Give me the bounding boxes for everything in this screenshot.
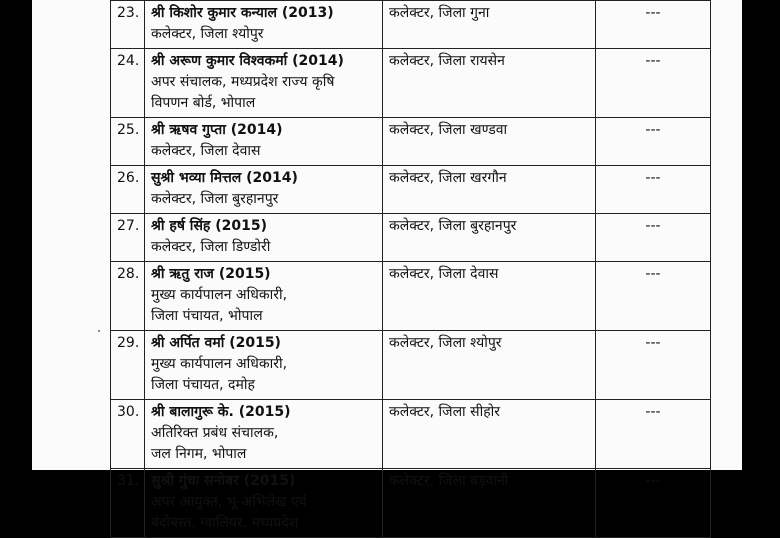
table-row — [111, 331, 711, 400]
remark: --- — [596, 262, 711, 331]
current-posting-line: जल निगम, भोपाल — [151, 446, 247, 462]
officer-name: श्री किशोर कुमार कन्याल (2013) — [151, 5, 334, 21]
table-row — [111, 400, 711, 469]
new-posting: कलेक्टर, जिला गुना — [383, 1, 596, 49]
remark: --- — [596, 400, 711, 469]
current-posting-line: कलेक्टर, जिला देवास — [151, 143, 261, 159]
current-posting-line: अपर संचालक, मध्यप्रदेश राज्य कृषि — [151, 74, 335, 90]
officer-name: सुश्री गुंचा सनोबर (2015) — [151, 473, 296, 489]
scan-speck — [98, 330, 100, 332]
new-posting: कलेक्टर, जिला सीहोर — [383, 400, 596, 469]
current-posting-line: विपणन बोर्ड, भोपाल — [151, 95, 256, 111]
officer-cell — [145, 469, 383, 538]
remark: --- — [596, 469, 711, 538]
new-posting: कलेक्टर, जिला बड़वानी — [383, 469, 596, 538]
serial-number: 30. — [111, 400, 145, 469]
officer-name: श्री हर्ष सिंह (2015) — [151, 218, 267, 234]
current-posting-line: जिला पंचायत, भोपाल — [151, 308, 263, 324]
current-posting-line: बंदोबस्त, ग्वालियर, मध्यप्रदेश — [151, 515, 299, 531]
serial-number: 31. — [111, 469, 145, 538]
new-posting: कलेक्टर, जिला खरगौन — [383, 166, 596, 214]
officer-cell — [145, 49, 383, 118]
serial-number: 25. — [111, 118, 145, 166]
serial-number: 23. — [111, 1, 145, 49]
remark: --- — [596, 118, 711, 166]
current-posting-line: कलेक्टर, जिला श्योपुर — [151, 26, 264, 42]
serial-number: 29. — [111, 331, 145, 400]
table-row — [111, 118, 711, 166]
new-posting: कलेक्टर, जिला खण्डवा — [383, 118, 596, 166]
remark: --- — [596, 214, 711, 262]
officer-cell — [145, 1, 383, 49]
remark: --- — [596, 331, 711, 400]
remark: --- — [596, 166, 711, 214]
officer-cell — [145, 214, 383, 262]
new-posting: कलेक्टर, जिला बुरहानपुर — [383, 214, 596, 262]
table-body — [111, 1, 711, 538]
table-row — [111, 1, 711, 49]
officer-cell — [145, 331, 383, 400]
table-row — [111, 469, 711, 538]
officer-cell — [145, 262, 383, 331]
remark: --- — [596, 49, 711, 118]
current-posting-line: जिला पंचायत, दमोह — [151, 377, 255, 393]
current-posting-line: मुख्य कार्यपालन अधिकारी, — [151, 356, 288, 372]
remark: --- — [596, 1, 711, 49]
officer-name: श्री अरूण कुमार विश्वकर्मा (2014) — [151, 53, 344, 69]
officer-cell — [145, 118, 383, 166]
new-posting: कलेक्टर, जिला रायसेन — [383, 49, 596, 118]
officer-cell — [145, 400, 383, 469]
officer-name: श्री ऋतु राज (2015) — [151, 266, 271, 282]
current-posting-line: अपर आयुक्त, भू-अभिलेख एवं — [151, 494, 307, 510]
current-posting-line: कलेक्टर, जिला डिण्डोरी — [151, 239, 271, 255]
officer-name: श्री अर्पित वर्मा (2015) — [151, 335, 281, 351]
document-page — [32, 0, 742, 531]
current-posting-line: अतिरिक्त प्रबंध संचालक, — [151, 425, 279, 441]
table-row — [111, 166, 711, 214]
new-posting: कलेक्टर, जिला देवास — [383, 262, 596, 331]
table-row — [111, 214, 711, 262]
officer-cell — [145, 166, 383, 214]
current-posting-line: कलेक्टर, जिला बुरहानपुर — [151, 191, 279, 207]
officer-name: श्री बालागुरू के. (2015) — [151, 404, 291, 420]
table-row — [111, 49, 711, 118]
serial-number: 27. — [111, 214, 145, 262]
table-row — [111, 262, 711, 331]
current-posting-line: मुख्य कार्यपालन अधिकारी, — [151, 287, 288, 303]
serial-number: 24. — [111, 49, 145, 118]
transfer-order-table — [110, 0, 711, 538]
new-posting: कलेक्टर, जिला श्योपुर — [383, 331, 596, 400]
officer-name: सुश्री भव्या मित्तल (2014) — [151, 170, 298, 186]
serial-number: 28. — [111, 262, 145, 331]
officer-name: श्री ऋषव गुप्ता (2014) — [151, 122, 283, 138]
serial-number: 26. — [111, 166, 145, 214]
